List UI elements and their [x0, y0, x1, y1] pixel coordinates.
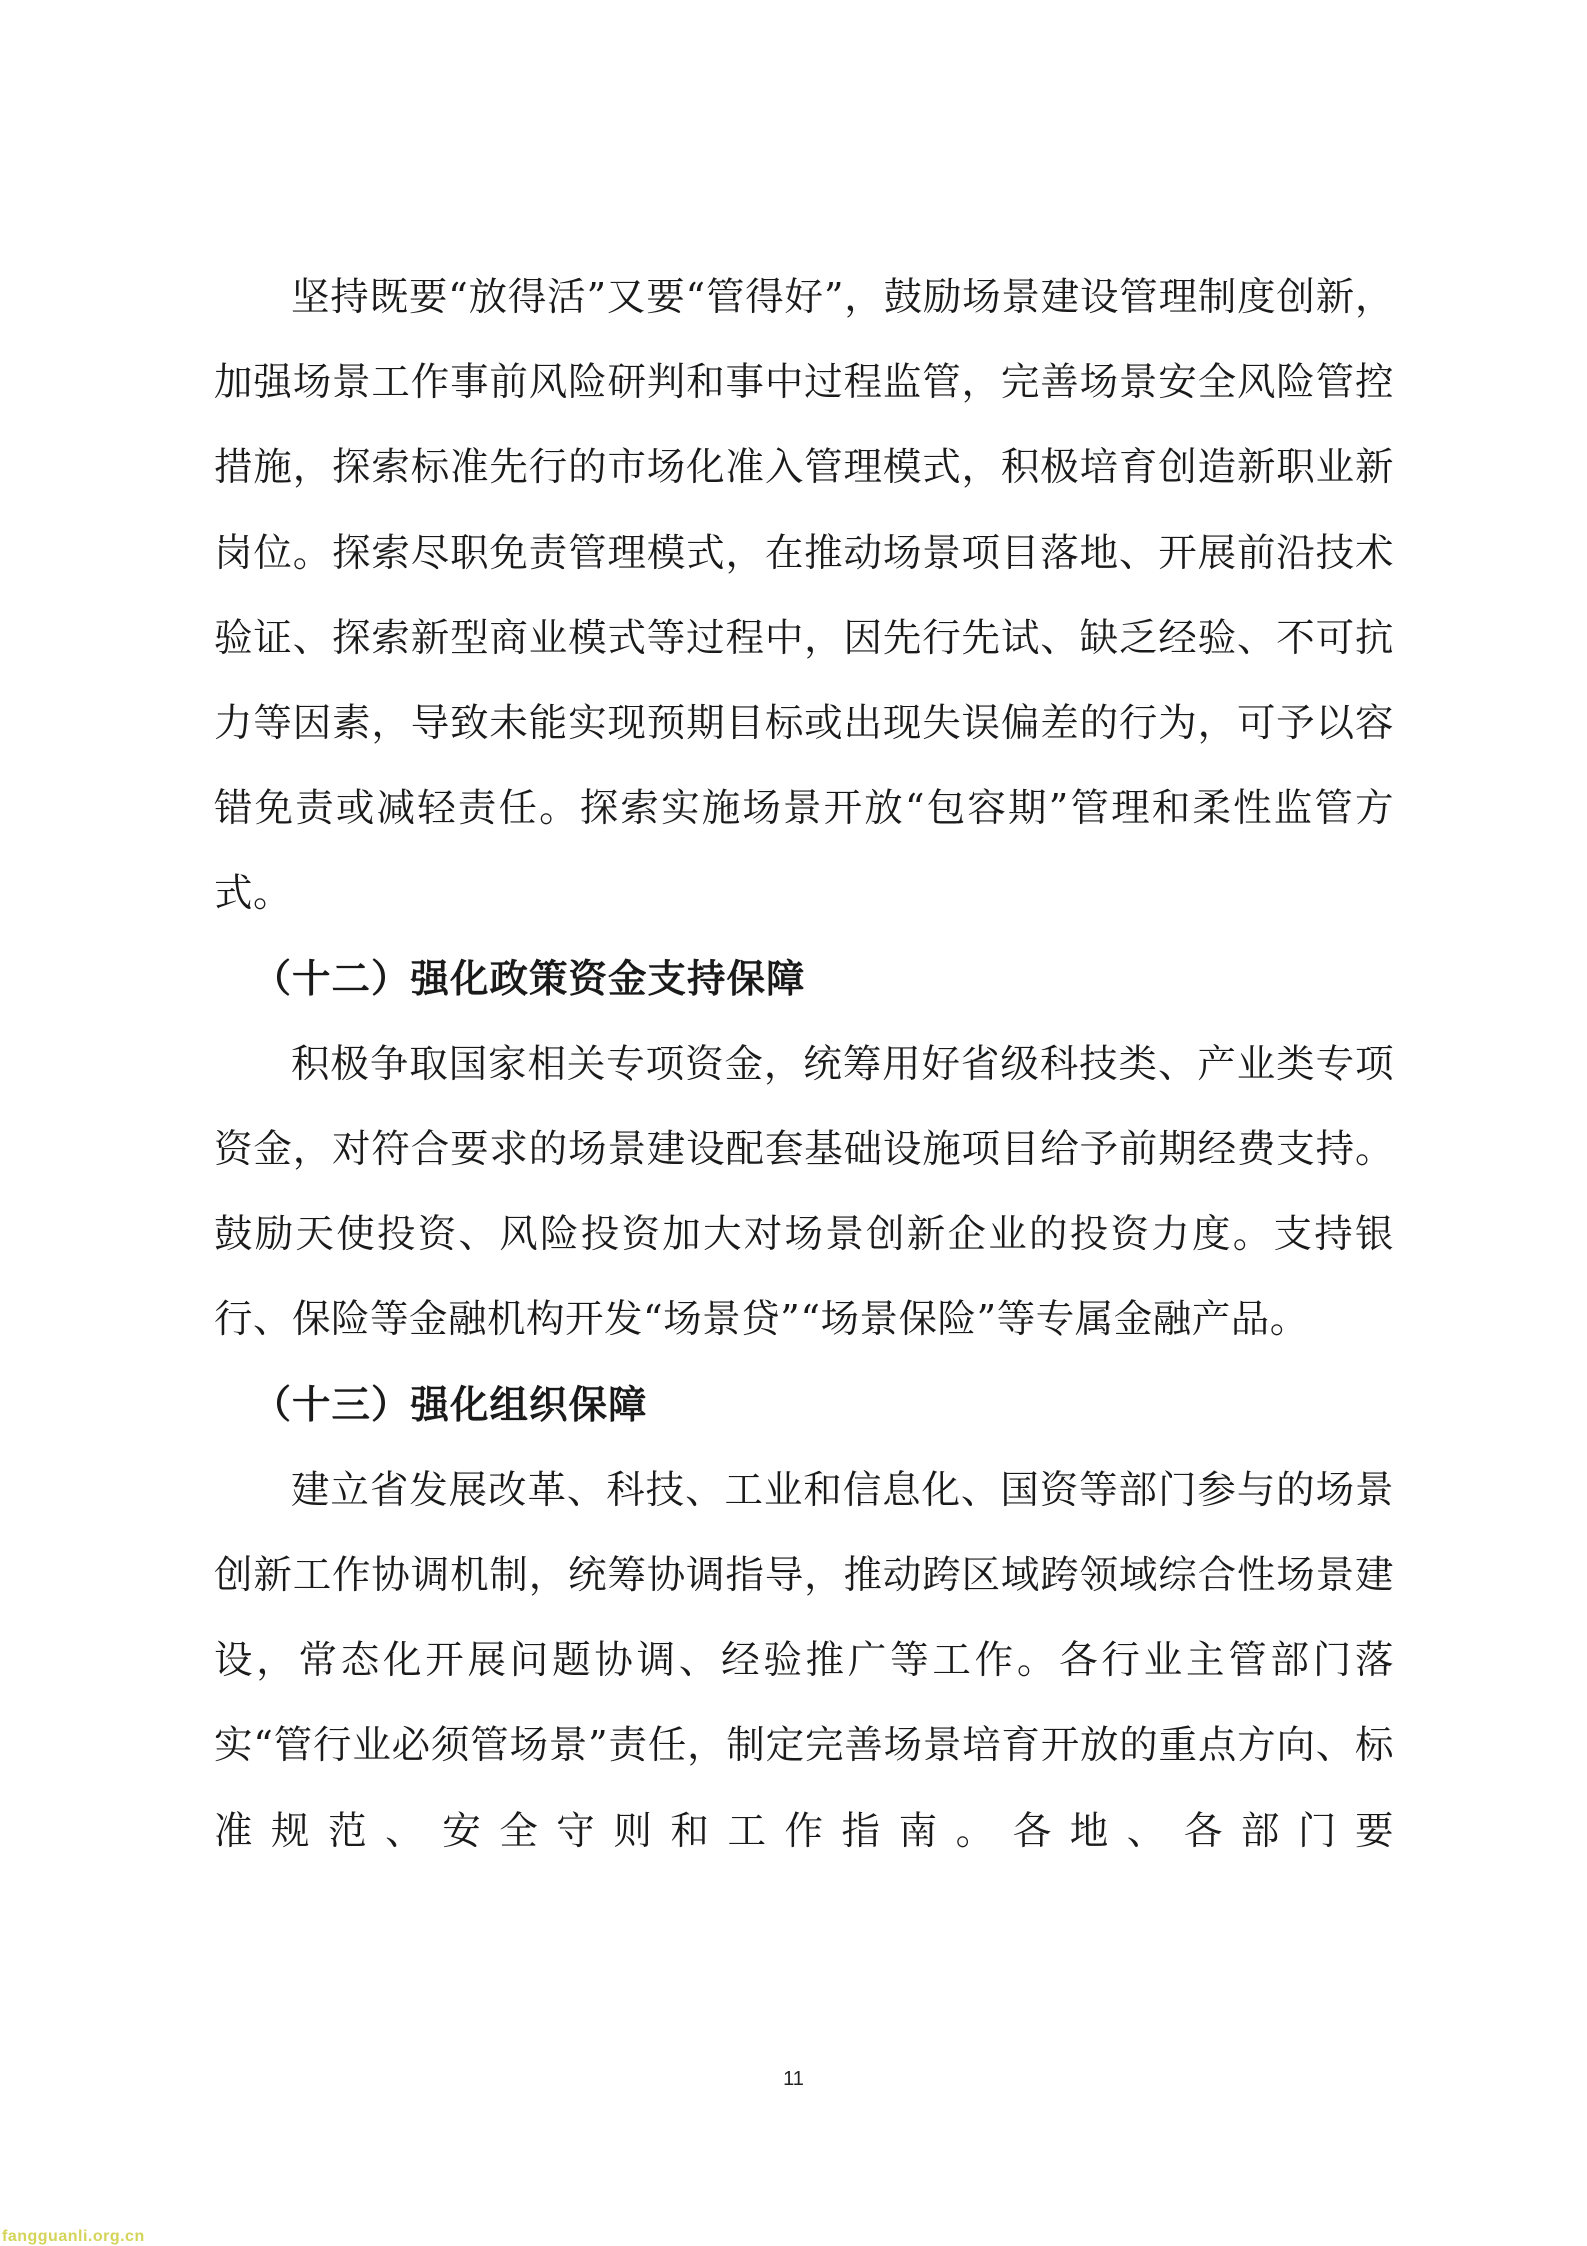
- site-watermark: fangguanli.org.cn: [2, 2228, 145, 2245]
- document-body: [214, 255, 1394, 1874]
- section-heading-12: （十二）强化政策资金支持保障: [252, 956, 806, 1002]
- paragraph-risk-management: 坚持既要“放得活”又要“管得好”，鼓励场景建设管理制度创新，加强场景工作事前风险研判和事中过程监管，完善场景安全风险管控措施，探索标准先行的市场化准入管理模式，积极培育创造新职业新岗位。探索尽职免责管理模式，在推动场景项目落地、开展前沿技术验证、探索新型商业模式等过程中，因先行先试、缺乏经验、不可抗力等因素，导致未能实现预期目标或出现失误偏差的行为，可予以容错免责或减轻责任。探索实施场景开放“包容期”管理和柔性监管方式。: [214, 275, 1394, 917]
- page-number: 11: [783, 2068, 804, 2090]
- paragraph-organization: 建立省发展改革、科技、工业和信息化、国资等部门参与的场景创新工作协调机制，统筹协调指导，推动跨区域跨领域综合性场景建设，常态化开展问题协调、经验推广等工作。各行业主管部门落实“管行业必须管场景”责任，制定完善场景培育开放的重点方向、标准规范、安全守则和工作指南。各地、各部门要: [214, 1467, 1394, 1854]
- section-heading-13: （十三）强化组织保障: [252, 1382, 648, 1428]
- paragraph-funding-support: 积极争取国家相关专项资金，统筹用好省级科技类、产业类专项资金，对符合要求的场景建设配套基础设施项目给予前期经费支持。鼓励天使投资、风险投资加大对场景创新企业的投资力度。支持银行、保险等金融机构开发“场景贷”“场景保险”等专属金融产品。: [214, 1041, 1394, 1343]
